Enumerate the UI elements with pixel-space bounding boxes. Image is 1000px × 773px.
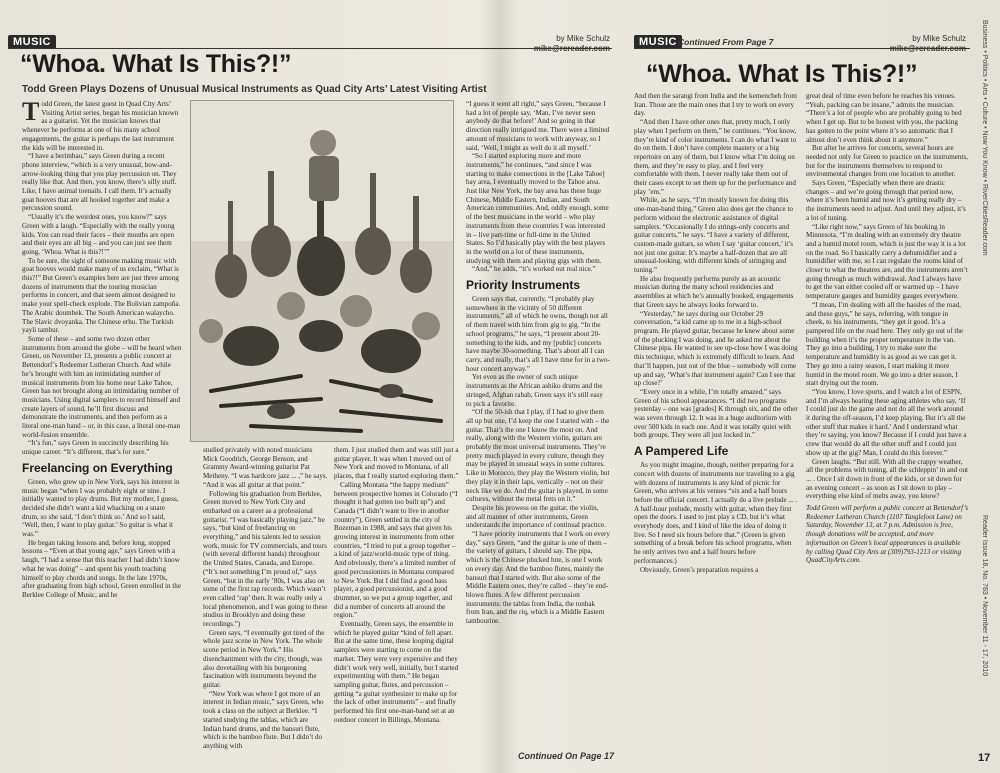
paragraph: “New York was where I got more of an interest in Indian music,” says Green, who took a class on the subject at Berklee. “I started studying the tablas, which are Indian hand drums, and the bansuri flute, which is the bamboo flute. But I didn’t do anything with <box>203 689 324 750</box>
paragraph: Eventually, Green says, the ensemble in which he played guitar “kind of fell apart. But at the same time, these looping digital samplers were starting to come on the market. They were very expensive and they didn’t work very well, initially, but I started experimenting with them.” He began sampling guitar, flutes, and percussion – getting “a guitar synthesizer to make up for the lack of other instruments” – and finally performed his first one-man-band set at an outdoor concert in Billings, Montana. <box>334 620 459 724</box>
paragraph: While, as he says, “I’m mostly known for doing this one-man-band thing,” Green also does get the chance to perform without the electronic assistance of digital samplers. “Occasionally I do strings-only concerts and guitar concerts,” he says. “I have a variety of different, custom-made guitars, so when I say ‘guitar concert,’ it’s not just one guitar. It’s maybe a half-dozen that are all unusual-looking, with different kinds of stringing and tuning.” <box>634 196 794 275</box>
paragraph: “I mean, I’m dealing with all the hassles of the road, and these guys,” he says, referring, with tongue in cheek, to his instruments, “they get it good. It’s a pampered life on the road here. They only go out of the building when it’s the proper temperature in the van. They go into a building, I try to make sure the temperature and humidity is as good as we can get it. They go into a rainy season, I start making it more humid in the motel room. We go into a drier season, I start drying out the room. <box>806 300 964 388</box>
paragraph: studied privately with noted musicians Mick Goodrich, George Benson, and Grammy Award-winning guitarist Pat Metheny. “I was hardcore jazz ... ,” he says. “And it was all guitar at that point.” <box>203 446 328 489</box>
article-column-4 <box>466 100 610 748</box>
headline: “Whoa. What Is This?!” <box>646 60 918 88</box>
paragraph: Green laughs. “But still. With all the crappy weather, all the problems with tuning, all the schleppin’ in and out ... . Once I sit down in front of the kids, or sit down for an evening concert – as soon as I sit down to play – everything else kind of melts away, you know? <box>806 457 968 501</box>
paragraph: Calling Montana “the happy medium” between prospective homes in Colorado (“I thought it had gotten too built up”) and Canada (“I didn’t want to live in another country”), Green settled in the city of Bozeman in 1988, and says that given his growing interest in instruments from other countries, “I tried to put a group together – a kind of jazz/world-music type of thing. And obviously, there’s a limited number of good percussionists in Montana compared to New York. But I did find a good bass player, a good percussionist, and a good drummer, so we put a group together, and did a number of concerts all around the region.” <box>334 480 458 620</box>
article-column-3 <box>334 446 459 762</box>
paragraph: “I guess it went all right,” says Green, “because I had a lot of people say, ‘Man, I’ve never seen anybody do that before!’ And so going in that direction really intrigued me. There were a limited amount of musicians to work with anyway, so I said, ‘Well, I might as well do it all myself.’ <box>466 100 610 152</box>
article-column-2 <box>806 92 968 762</box>
paragraph: Yet even as the owner of such unique instruments as the African ashiko drums and the stringed, Afghan rabab, Green says it’s still easy to pick a favorite. <box>466 373 603 408</box>
paragraph: But after he arrives for concerts, several hours are needed not only for Green to practice on the instruments, but for the instruments themselves to respond to environmental changes from one location to another. <box>806 144 968 179</box>
drop-cap: T <box>22 100 40 126</box>
paragraph: Says Green, “Especially when there are drastic changes – and we’re going through that period now, where it’s been humid and now it’s getting really dry – the instruments need to adjust. And until they adjust, it’s a lot of tuning. <box>806 179 966 222</box>
paragraph: “I have a berimbau,” says Green during a recent phone interview, “which is a very unusual, bow-and-arrow-looking thing that you play percussion on. They really like that. And then, you know, there’s silly stuff. Like, I have animal toenails. I call them. It’s actually goat hooves that are all hooked together and make a percussion sound. <box>22 152 177 213</box>
subhead-freelancing: Freelancing on Everything <box>22 460 173 475</box>
paragraph: “Of the 50-ish that I play, if I had to give them all up but one, I’d keep the one I started with – the guitar. That’s the one I know the most on. And really, along with the Western violin, guitars are probably the most universal instruments. They’re pretty much played in every culture, though they may be played in unusual ways in some cultures. Like in Morocco, they play the Western violin, but they play it in their laps, vertically – not on their neck like we do. And the guitar is played, in some cultures, without the metal frets on it.” <box>466 408 610 504</box>
photo-illustration <box>191 101 453 441</box>
paragraph: “You know, I love sports, and I watch a lot of ESPN, and I’m always hearing these aging athletes who say, ‘If I could just do the game and not do all the work around it during the off-season, I’d keep playing. But it’s all the other stuff that makes it hard.’ And I understand what they’re saying, you know? Because if I could just have a crew that would do all the other stuff and I could just show up at the gig? Man, I could do this forever.” <box>806 387 967 457</box>
subhead-pampered-life: A Pampered Life <box>634 444 729 459</box>
paragraph: Some of these – and some two dozen other instruments from around the globe – will be heard when Green, on November 13, presents a public concert at Bettendorf’s Redeemer Lutheran Church. And while he’s brought with him an intimidating number of musical instruments from his home near Lake Tahoe, Green has not brought along an intimidating number of musicians. Using digital samplers to record himself and create layers of sound, he’ll first discuss and demonstrate the instruments, and then perform as a literal one-man band – or, in this case, a literal one-man world-fusion ensemble. <box>22 334 182 439</box>
paragraph: He began taking lessons and, before long, stopped lessons – “Even at that young age,” says Green with a laugh, “I had a sense that this teacher I had didn’t know what he was doing” – and spent his youth teaching himself to play chords and songs. In the late 1970s, after graduating from high school, Green enrolled in the Berklee College of Music, and he <box>22 538 181 599</box>
paragraph: As you might imagine, though, neither preparing for a concert with dozens of instruments nor traveling to a gig with dozens of instruments is any kind of picnic for Green, who arrives at his venues “six and a half hours before the official concert. I actually do a live prelude ... . A half-hour prelude, mostly with guitar, when they first open the doors. I used to just play a CD, but it’s what everybody does, and I kind of like the idea of doing it live. So I need six hours before that.” (Green is given something of a break before his school programs, when he only arrives two and a half hours before performances.) <box>634 461 798 565</box>
section-tag-music: MUSIC <box>8 35 56 49</box>
paragraph: Following his graduation from Berklee, Green moved to New York City and embarked on a career as a professional guitarist. “I was basically playing jazz,” he says, “but kind of freelancing on everything,” and his talents led to session work, music for TV commercials, and tours (with several different bands) throughout the United States, Canada, and Europe. (“It’s not something I’m proud of,” says Green, “but in the early ’80s, I was also on some of the first rap records. Which wasn’t even called ‘rap’ then. It was really only a local phenomenon, and I was going to these studios in Brooklyn and doing these recordings.”) <box>203 489 328 629</box>
paragraph: Obviously, Green’s preparation requires a <box>640 565 759 574</box>
byline <box>816 34 966 54</box>
header-rule <box>8 48 612 49</box>
side-strip-top: Business • Politics • Arts • Culture • Now You Know • RiverCitiesReader.com <box>981 20 988 256</box>
event-note: Todd Green will perform a public concert at Bettendorf’s Redeemer Lutheran Church (1107 Tanglefoot Lane) on Saturday, November 13, at 7 p.m. Admission is free, though donations will be accepted, and more information on Green’s local appearances is available by calling Quad City Arts at (309)793-1213 or visiting QuadCityArts.com. <box>806 504 968 565</box>
paragraph: Green says, “I eventually got tired of the whole jazz scene in New York. The whole scene period in New York.” His disenchantment with the city, though, was also dovetailing with his burgeoning fascination with instruments beyond the guitar. <box>203 628 325 689</box>
continued-from-note[interactable]: Continued From Page 7 <box>678 37 774 47</box>
deck: Todd Green Plays Dozens of Unusual Musical Instruments as Quad City Arts’ Latest Visiting Artist <box>22 84 487 95</box>
article-column-1 <box>22 100 182 760</box>
paragraph: “Every once in a while, I’m totally amazed,” says Green of his school appearances. “I did two programs yesterday – one was [grades] K through six, and the other was seven through 12. It was in a huge auditorium with over 500 kids in each one. And it was totally quiet with both groups. They were all just locked in.” <box>634 387 798 440</box>
section-tag-music: MUSIC <box>634 35 682 49</box>
paragraph: them. I just studied them and was still just a guitar player. It was when I moved out of New York and moved to Montana, of all places, that I really started exploring them.” <box>334 446 459 481</box>
continued-on-note[interactable]: Continued On Page 17 <box>518 751 615 761</box>
side-strip-issue: Reader Issue 18, No. 783 • November 11 - 17, 2010 <box>981 515 988 677</box>
paragraph: He also frequently performs purely as an acoustic musician during the many school residencies and assemblies at which he’s annually booked, engagements that Green says he always looks forward to. <box>634 274 794 309</box>
paragraph: And then the sarangi from India and the kemencheh from Iran. Those are the main ones that I try to work on every day. <box>634 92 797 118</box>
article-column-1 <box>634 92 799 762</box>
paragraph: Green, who grew up in New York, says his interest in music began “when I was probably eight or nine. I initially wanted to play drums. But my mother, I guess, decided she didn’t want a kid whacking on a snare drum, so she said, ‘I don’t think so.’ And so I said, ‘Well, then, I want to play guitar.’ So guitar is what it was.” <box>22 477 180 539</box>
paragraph: “And then I have other ones that, pretty much, I only play when I perform on them,” he continues. “You know, they’re kind of color instruments. I can do what I want to do on them. I don’t have complete mastery or a big repertoire on any of them, but I know what I’m doing on them, and they’re easy to play, and I feel very comfortable with them. I never really take them out of their cases except to set them up for the performance and play ’em.” <box>634 118 797 196</box>
paragraph: “I have priority instruments that I work on every day,” says Green, “and the guitar is one of them – the variety of guitars, I should say. The pipa, which is the Chinese plucked lute, is one I work on every day. And the bamboo flutes, mainly the bansuri that I started with. But also some of the Middle Eastern ones, they’re called – they’re end-blown flutes. A few different percussion instruments: the tablas from India, the tonbak from Iran, and the riq, which is a Middle Eastern tambourine. <box>466 530 610 626</box>
photo-musician-with-instruments <box>190 100 454 442</box>
byline-author: by Mike Schulz <box>556 34 610 43</box>
byline-author: by Mike Schulz <box>912 34 966 43</box>
paragraph: great deal of time even before he reaches his venues. “Yeah, packing can be insane,” admits the musician. “There’s a lot of people who are probably going to bed when I get up. But to be honest with you, the packing has gotten to the point where it’s so automatic that I almost don’t even think about it anymore.” <box>806 92 962 144</box>
header-rule <box>634 48 970 49</box>
article-column-2 <box>203 446 328 762</box>
subhead-priority-instruments: Priority Instruments <box>466 278 581 293</box>
paragraph: Todd Green, the latest guest in Quad City Arts’ Visiting Artist series, began his musician known as a guitarist. Yet the musician knows that whenever he performs at one of his many school engagements, the guitar is perhaps the last instrument the kids will be interested in. <box>22 100 179 152</box>
paragraph: To be sure, the sight of someone making music with goat hooves would make many of us exclaim, “What is this?!” But Green’s examples here are just three among dozens of instruments that the touring musician performs in concert, and that seem almost designed to make your spell-check explode. The Bolivian zampoña. The Arabic doumbek. The South American walaycho. The Slavic dvoyanka. The Chinese erhu. The Turkish yayli tambur. <box>22 256 181 335</box>
paragraph: “Usually it’s the weirdest ones, you know?” says Green with a laugh. “Especially with the really young kids. You can read their faces – their mouths are open and their eyes are all big – and you can just see them going, ‘Whoa. What is this?!’” <box>22 213 175 256</box>
byline <box>470 34 610 54</box>
right-page <box>626 0 1000 773</box>
page-number: 17 <box>978 752 991 764</box>
paragraph: “So I started exploring more and more instruments,” he continues, “and since I was starting to make connections in the [Lake Tahoe] bay area, I eventually moved to the Tahoe area. Just like New York, the bay area has these huge Chinese, Middle Eastern, Indian, and South American communities. And, oddly enough, some of the best musicians in the world – who play instruments from these countries I was interested in – live part-time or full-time in the United States. So I’d basically play with the best players in the world on a lot of these instruments, studying with them and playing gigs with them. <box>466 152 609 265</box>
paragraph: Despite his prowess on the guitar, the violin, and all manner of other instruments, Green understands the importance of continual practice. <box>466 503 606 530</box>
paragraph: Green says that, currently, “I probably play somewhere in the vicinity of 50 different instruments,” all of which he owns, though not all of them travel with him from gig to gig. “In the school programs,” he says, “I present about 20-something to the kids, and my [public] concerts have maybe 30-something. That’s about all I can carry, and really, that’s all I have time for in a two-hour concert anyway.” <box>466 295 610 373</box>
paragraph: “Yesterday,” he says during our October 29 conversation, “a kid came up to me in a high-school program. He played guitar, because he knew about some of the plucking I was doing, and he asked me about the Chinese pipa. He wanted to see up-close how I was doing this technique, which is extremely difficult to learn. And that’ll happen, just out of the blue – somebody will come up and say, ‘What’s that instrument again? Can I see that up close?’ <box>634 309 798 388</box>
paragraph: “It’s fun,” says Green in succinctly describing his unique career. “It’s different, that’s for sure.” <box>22 439 169 457</box>
paragraph: “Like right now,” says Green of his booking in Minnesota, “I’m dealing with an extremely dry theatre and a humid motel room, which is just the way it is a lot on the road. So I basically carry a dehumidifier and a humidifier with me, so I can regulate the rooms kind of closer to what the theatres are, and the instruments aren’t going through as much withdrawal. And I always have to get the van either cooled off or warmed up – I have temperature gauges and humidity gauges everywhere. <box>806 222 968 301</box>
headline: “Whoa. What Is This?!” <box>20 50 292 78</box>
paragraph: “And,” he adds, “it’s worked out real nice.” <box>472 265 596 274</box>
